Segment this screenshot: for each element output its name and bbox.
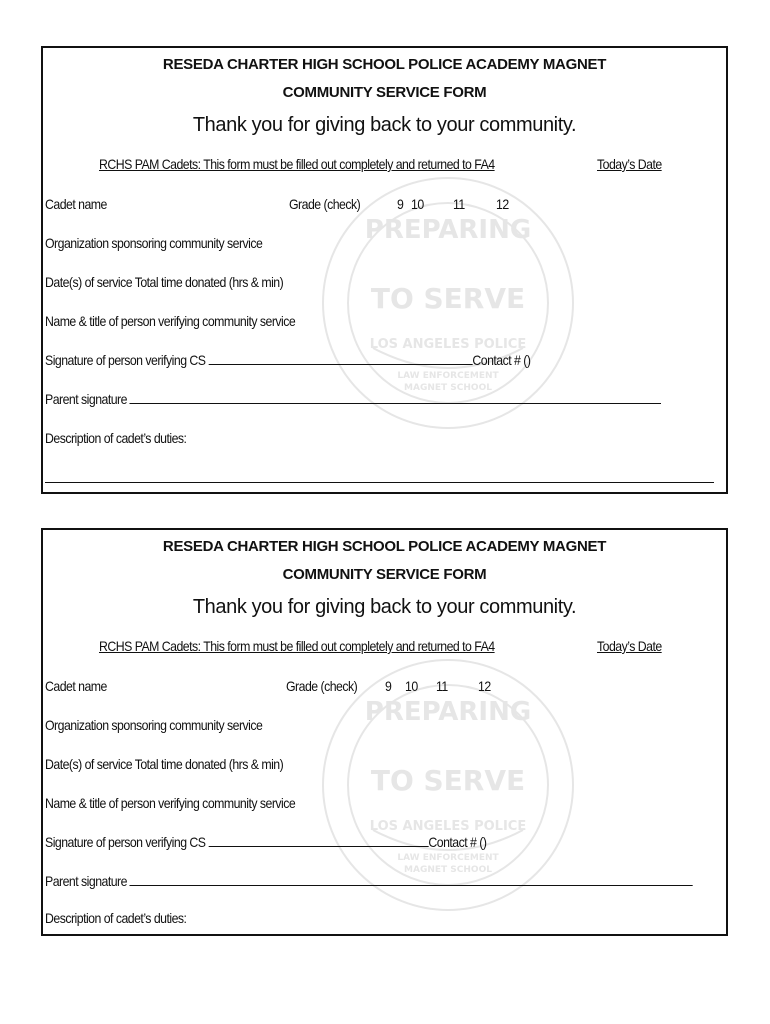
signature-label: Signature of person verifying CS — [45, 834, 206, 850]
watermark-arc: LOS ANGELES POLICE — [369, 337, 527, 352]
thank-you-line: Thank you for giving back to your community. — [192, 114, 577, 136]
form-title-form: COMMUNITY SERVICE FORM — [282, 566, 487, 583]
grade-option-11[interactable]: 11 — [436, 678, 448, 694]
parent-signature-line[interactable] — [130, 391, 662, 404]
watermark-banner-1: LAW ENFORCEMENT — [397, 371, 499, 381]
grade-option-12[interactable]: 12 — [478, 678, 491, 694]
contact-label: Contact # () — [472, 352, 531, 368]
parent-signature-line[interactable] — [130, 873, 693, 886]
grade-option-11[interactable]: 11 — [453, 196, 465, 212]
watermark-preparing: PREPARING — [364, 697, 532, 727]
verifier-name-label: Name & title of person verifying community service — [45, 313, 296, 329]
watermark-banner-1: LAW ENFORCEMENT — [397, 853, 499, 863]
signature-label: Signature of person verifying CS — [45, 352, 206, 368]
instruction-line: RCHS PAM Cadets: This form must be filled out completely and returned to FA4 — [99, 638, 495, 654]
form-title-school: RESEDA CHARTER HIGH SCHOOL POLICE ACADEMY MAGNET — [162, 538, 607, 555]
parent-signature-label: Parent signature — [45, 391, 127, 407]
form-title-form: COMMUNITY SERVICE FORM — [282, 84, 487, 101]
contact-label: Contact # () — [428, 834, 487, 850]
grade-option-9[interactable]: 9 — [385, 678, 392, 694]
verifier-name-label: Name & title of person verifying community service — [45, 795, 296, 811]
signature-line[interactable] — [208, 352, 472, 365]
cadet-name-label: Cadet name — [45, 196, 107, 212]
watermark-banner-2: MAGNET SCHOOL — [404, 383, 492, 393]
grade-option-10[interactable]: 10 — [405, 678, 418, 694]
signature-line[interactable] — [208, 834, 428, 847]
signature-row — [45, 352, 530, 368]
parent-signature-label: Parent signature — [45, 873, 127, 889]
grade-option-10[interactable]: 10 — [411, 196, 424, 212]
watermark-to-serve: TO SERVE — [370, 282, 526, 315]
todays-date-label: Today’s Date — [597, 638, 662, 654]
thank-you-line: Thank you for giving back to your community. — [192, 596, 577, 618]
watermark-arc: LOS ANGELES POLICE — [369, 819, 527, 834]
instruction-line: RCHS PAM Cadets: This form must be filled out completely and returned to FA4 — [99, 156, 495, 172]
community-service-form-1 — [41, 46, 728, 494]
dates-of-service-label: Date(s) of service Total time donated (hrs & min) — [45, 274, 284, 290]
todays-date-label: Today’s Date — [597, 156, 662, 172]
grade-option-9[interactable]: 9 — [397, 196, 404, 212]
watermark-preparing: PREPARING — [364, 215, 532, 245]
watermark-to-serve: TO SERVE — [370, 764, 526, 797]
community-service-form-2 — [41, 528, 728, 936]
cadet-name-label: Cadet name — [45, 678, 107, 694]
grade-label: Grade (check) — [289, 196, 361, 212]
description-label: Description of cadet’s duties: — [45, 910, 187, 926]
watermark-banner-2: MAGNET SCHOOL — [404, 865, 492, 875]
form-title-school: RESEDA CHARTER HIGH SCHOOL POLICE ACADEMY MAGNET — [162, 56, 607, 73]
organization-label: Organization sponsoring community service — [45, 235, 263, 251]
parent-signature-row — [45, 873, 693, 889]
dates-of-service-label: Date(s) of service Total time donated (hrs & min) — [45, 756, 284, 772]
grade-label: Grade (check) — [286, 678, 358, 694]
organization-label: Organization sponsoring community service — [45, 717, 263, 733]
signature-row — [45, 834, 486, 850]
grade-option-12[interactable]: 12 — [496, 196, 509, 212]
description-label: Description of cadet’s duties: — [45, 430, 187, 446]
description-line[interactable] — [45, 482, 714, 483]
parent-signature-row — [45, 391, 661, 407]
